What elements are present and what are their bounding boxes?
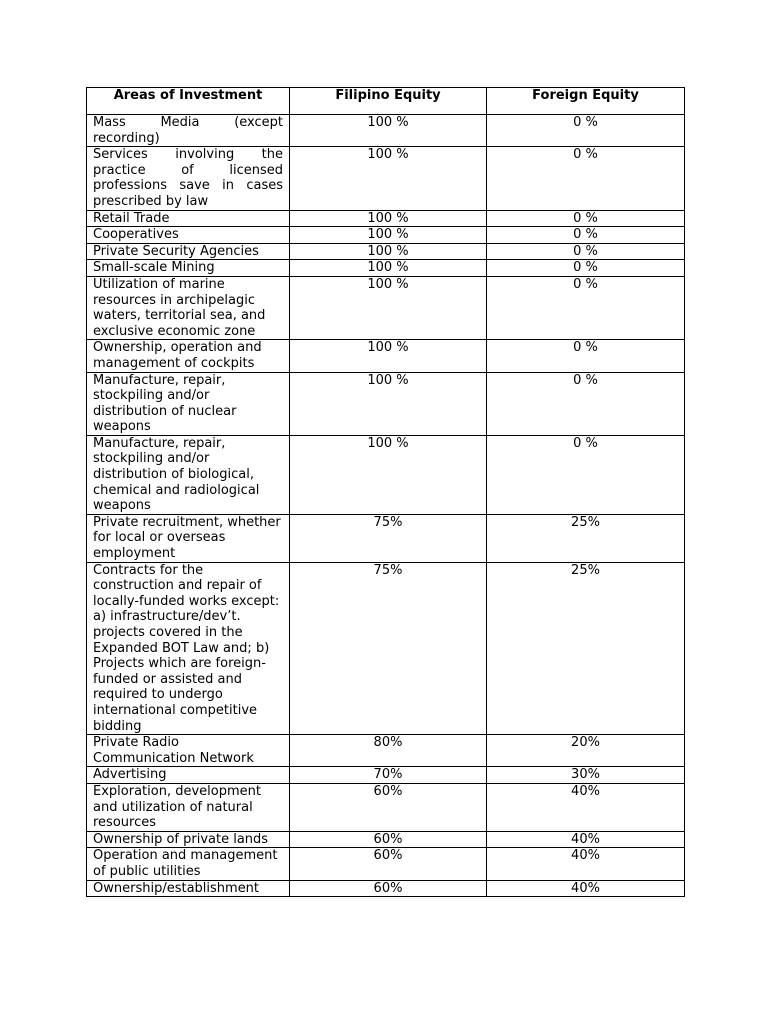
cell-area-of-investment: Ownership of private lands: [87, 831, 290, 848]
header-filipino-equity: Filipino Equity: [290, 88, 487, 115]
cell-foreign-equity: 40%: [487, 848, 685, 880]
cell-area-of-investment: Retail Trade: [87, 210, 290, 227]
cell-filipino-equity: 60%: [290, 831, 487, 848]
cell-area-of-investment: Ownership, operation and management of cockpits: [87, 340, 290, 372]
cell-foreign-equity: 25%: [487, 514, 685, 562]
cell-foreign-equity: 0 %: [487, 147, 685, 210]
table-row: [87, 514, 685, 562]
table-row: [87, 276, 685, 339]
cell-foreign-equity: 0 %: [487, 372, 685, 435]
table-row: [87, 767, 685, 784]
table-row: [87, 848, 685, 880]
cell-foreign-equity: 0 %: [487, 435, 685, 514]
cell-foreign-equity: 0 %: [487, 227, 685, 244]
table-row: [87, 260, 685, 277]
table-row: [87, 340, 685, 372]
cell-area-of-investment: Manufacture, repair, stockpiling and/or distribution of biological, chemical and radiological weapons: [87, 435, 290, 514]
cell-foreign-equity: 40%: [487, 880, 685, 897]
table-row: [87, 372, 685, 435]
cell-area-of-investment: Ownership/establishment: [87, 880, 290, 897]
cell-area-of-investment: Exploration, development and utilization of natural resources: [87, 783, 290, 831]
cell-filipino-equity: 60%: [290, 848, 487, 880]
table-row: [87, 562, 685, 735]
cell-area-of-investment: Private recruitment, whether for local or overseas employment: [87, 514, 290, 562]
cell-filipino-equity: 75%: [290, 562, 487, 735]
table-row: [87, 880, 685, 897]
cell-filipino-equity: 60%: [290, 880, 487, 897]
cell-filipino-equity: 100 %: [290, 243, 487, 260]
cell-filipino-equity: 100 %: [290, 115, 487, 147]
cell-area-of-investment: Private Security Agencies: [87, 243, 290, 260]
cell-filipino-equity: 100 %: [290, 435, 487, 514]
cell-foreign-equity: 0 %: [487, 340, 685, 372]
cell-area-of-investment: Mass Media (except recording): [87, 115, 290, 147]
cell-area-of-investment: Cooperatives: [87, 227, 290, 244]
header-foreign-equity: Foreign Equity: [487, 88, 685, 115]
cell-filipino-equity: 100 %: [290, 210, 487, 227]
cell-area-of-investment: Advertising: [87, 767, 290, 784]
cell-filipino-equity: 100 %: [290, 276, 487, 339]
table-row: [87, 227, 685, 244]
cell-filipino-equity: 80%: [290, 735, 487, 767]
cell-filipino-equity: 75%: [290, 514, 487, 562]
table-row: [87, 831, 685, 848]
table-body: [87, 115, 685, 897]
cell-foreign-equity: 0 %: [487, 243, 685, 260]
cell-foreign-equity: 40%: [487, 783, 685, 831]
cell-filipino-equity: 100 %: [290, 372, 487, 435]
cell-filipino-equity: 100 %: [290, 147, 487, 210]
cell-area-of-investment: Utilization of marine resources in archipelagic waters, territorial sea, and exclusive economic zone: [87, 276, 290, 339]
table-row: [87, 435, 685, 514]
table-row: [87, 115, 685, 147]
cell-foreign-equity: 30%: [487, 767, 685, 784]
cell-filipino-equity: 100 %: [290, 227, 487, 244]
cell-area-of-investment: Private Radio Communication Network: [87, 735, 290, 767]
investment-equity-table: [86, 87, 685, 897]
table-row: [87, 735, 685, 767]
header-areas-of-investment: Areas of Investment: [87, 88, 290, 115]
cell-foreign-equity: 0 %: [487, 260, 685, 277]
table-row: [87, 147, 685, 210]
cell-foreign-equity: 0 %: [487, 276, 685, 339]
cell-area-of-investment: Operation and management of public utilities: [87, 848, 290, 880]
cell-foreign-equity: 25%: [487, 562, 685, 735]
cell-filipino-equity: 100 %: [290, 340, 487, 372]
table-row: [87, 210, 685, 227]
table-header-row: [87, 88, 685, 115]
table-row: [87, 783, 685, 831]
cell-foreign-equity: 40%: [487, 831, 685, 848]
cell-area-of-investment: Small-scale Mining: [87, 260, 290, 277]
cell-area-of-investment: Contracts for the construction and repair of locally-funded works except: a) infrastructure/dev’t. projects covered in the Expanded BOT Law and; b) Projects which are foreign-funded or assisted and required to undergo international competitive bidding: [87, 562, 290, 735]
cell-foreign-equity: 20%: [487, 735, 685, 767]
cell-foreign-equity: 0 %: [487, 210, 685, 227]
cell-filipino-equity: 100 %: [290, 260, 487, 277]
cell-filipino-equity: 70%: [290, 767, 487, 784]
cell-area-of-investment: Services involving the practice of licensed professions save in cases prescribed by law: [87, 147, 290, 210]
cell-filipino-equity: 60%: [290, 783, 487, 831]
cell-area-of-investment: Manufacture, repair, stockpiling and/or distribution of nuclear weapons: [87, 372, 290, 435]
cell-foreign-equity: 0 %: [487, 115, 685, 147]
table-row: [87, 243, 685, 260]
